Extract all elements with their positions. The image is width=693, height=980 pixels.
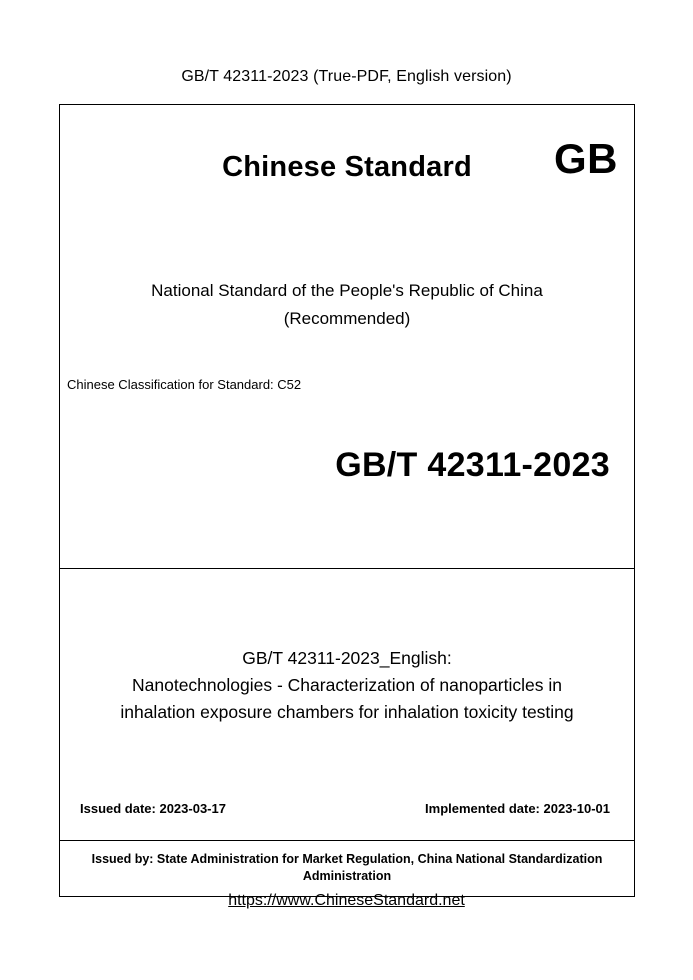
standard-cover-box <box>59 104 635 897</box>
national-standard-line2: (Recommended) <box>283 309 411 328</box>
cover-middle-section <box>60 569 634 841</box>
document-title-line3: inhalation exposure chambers for inhalation toxicity testing <box>120 702 574 722</box>
document-title-line2: Nanotechnologies - Characterization of nanoparticles in <box>132 675 562 695</box>
footer-url[interactable] <box>0 892 693 910</box>
document-title-block <box>60 569 634 726</box>
classification-code: Chinese Classification for Standard: C52 <box>67 377 302 392</box>
national-standard-line1: National Standard of the People's Republic of China <box>151 281 543 300</box>
document-title-line1: GB/T 42311-2023_English: <box>242 648 452 668</box>
national-standard-block <box>60 277 634 333</box>
footer-url-text[interactable]: https://www.ChineseStandard.net <box>228 892 465 909</box>
page-header-title: GB/T 42311-2023 (True-PDF, English version) <box>181 68 512 85</box>
standard-number: GB/T 42311-2023 <box>335 446 610 484</box>
cover-title-row <box>60 105 634 205</box>
issued-date: Issued date: 2023-03-17 <box>80 801 226 816</box>
cover-top-section <box>60 105 634 569</box>
cover-main-title: Chinese Standard <box>222 151 472 183</box>
gb-logo: GB <box>554 135 618 182</box>
implemented-date: Implemented date: 2023-10-01 <box>425 801 610 816</box>
issued-by-section: Issued by: State Administration for Market Regulation, China National Standardization Administration <box>91 852 603 883</box>
dates-row <box>80 801 614 816</box>
